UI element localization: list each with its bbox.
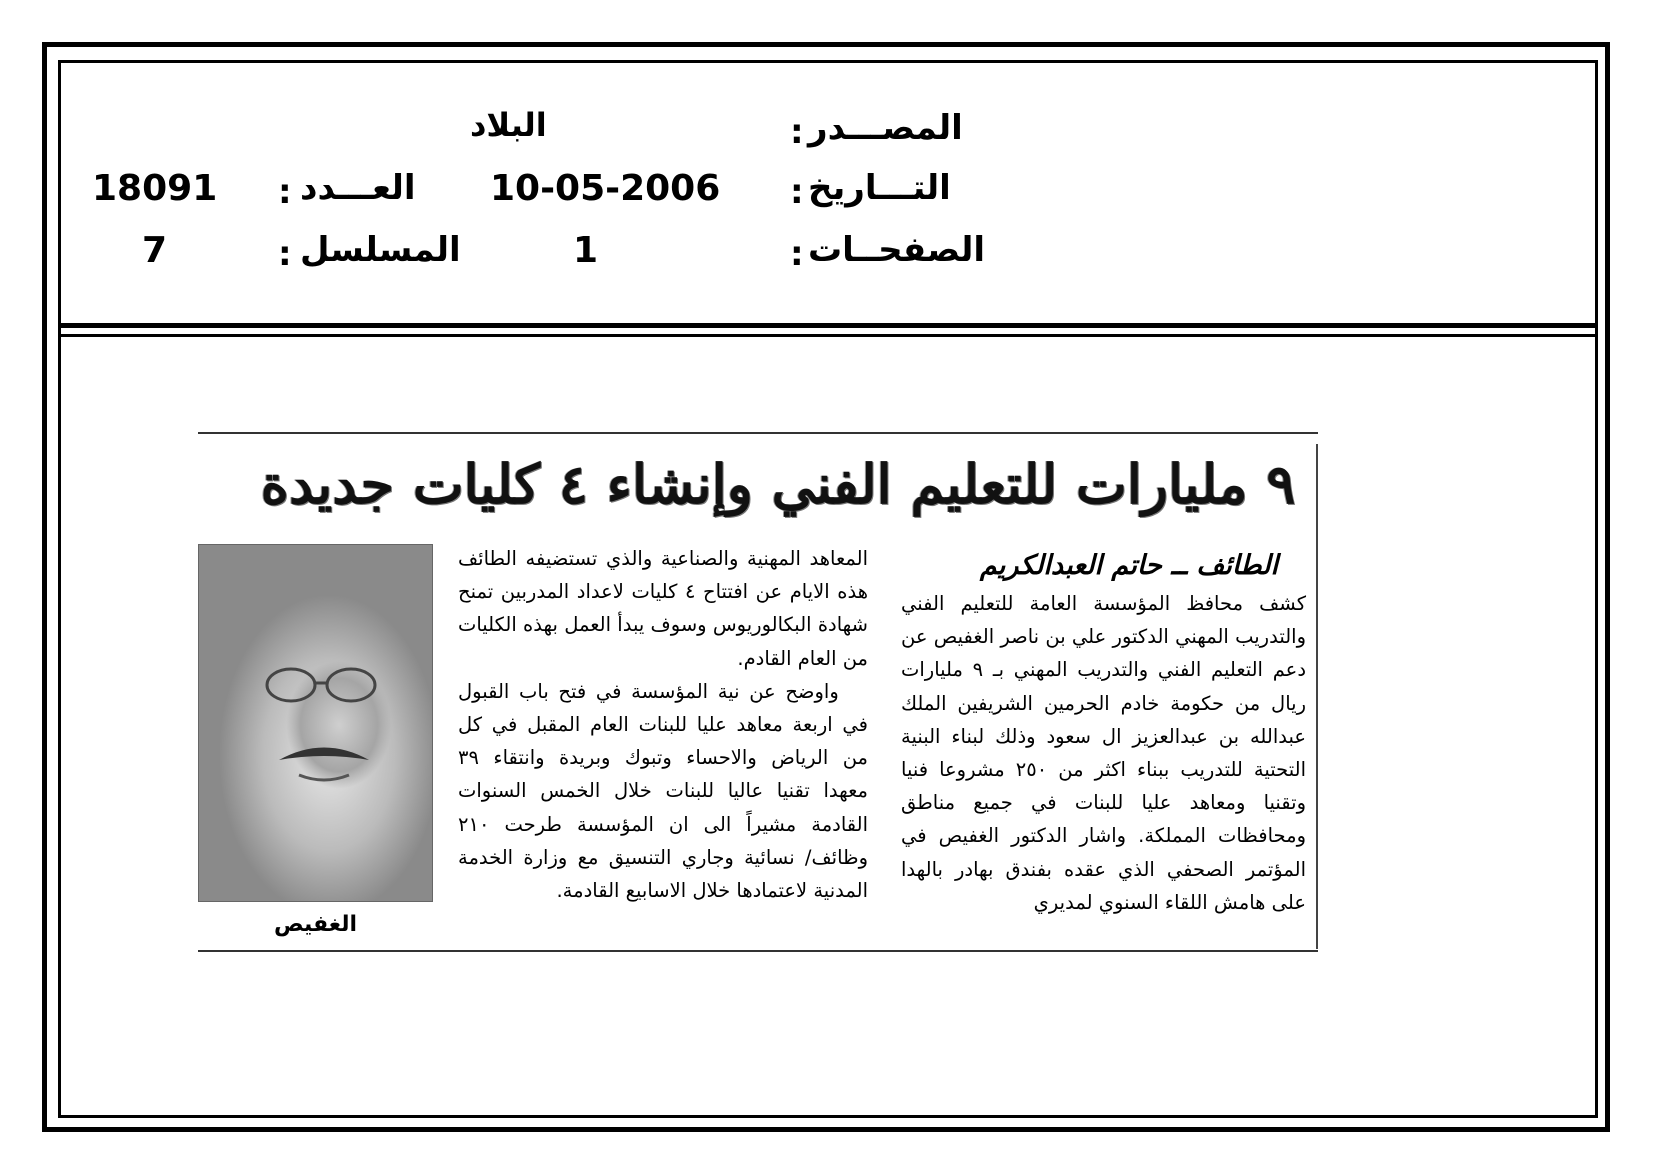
- article-column-middle: [458, 542, 868, 907]
- date-value: 10-05-2006: [490, 168, 721, 209]
- portrait-photo: [198, 544, 433, 902]
- clip-bottom-rule: [198, 950, 1318, 952]
- pages-label: الصفحــات: [808, 230, 986, 270]
- serial-value: 7: [142, 230, 168, 271]
- article-clipping: [198, 432, 1318, 952]
- date-colon: :: [790, 172, 804, 212]
- photo-caption: الغفيص: [273, 912, 358, 937]
- clip-top-rule: [198, 432, 1318, 434]
- source-label: المصـــدر: [808, 108, 963, 148]
- portrait-glasses-icon: [261, 665, 381, 705]
- source-colon: :: [790, 112, 804, 152]
- issue-label: العـــدد: [300, 168, 416, 208]
- portrait-mustache-icon: [269, 730, 379, 790]
- issue-colon: :: [278, 172, 292, 212]
- column-right-text: كشف محافظ المؤسسة العامة للتعليم الفني والتدريب المهني الدكتور علي بن ناصر الغفيص عن دعم التعليم الفني والتدريب المهني بـ ٩ مليارات ريال من حكومة خادم الحرمين الشريفين الملك عبدالله بن عبدالعزيز ال سعود وذلك لبناء البنية التحتية للتدريب ببناء اكثر من ٢٥٠ مشروعا فنيا وتقنيا ومعاهد عليا للبنات في جميع مناطق ومحافظات المملكة. واشار الدكتور الغفيص في المؤتمر الصحفي الذي عقده بفندق بهادر بالهدا على هامش اللقاء السنوي لمديري: [901, 592, 1306, 914]
- serial-label: المسلسل: [300, 230, 461, 270]
- article-byline: الطائف ــ حاتم العبدالكريم: [979, 550, 1278, 581]
- issue-value: 18091: [92, 168, 218, 209]
- clip-right-rule: [1316, 444, 1318, 949]
- article-column-right: [901, 587, 1306, 919]
- column-middle-paragraph-2: واوضح عن نية المؤسسة في فتح باب القبول في اربعة معاهد عليا للبنات العام المقبل في كل من الرياض والاحساء وتبوك وبريدة وانتقاء ٣٩ معهدا تقنيا عاليا للبنات خلال الخمس السنوات القادمة مشيراً الى ان المؤسسة طرحت ٢١٠ وظائف/ نسائية وجاري التنسيق مع وزارة الخدمة المدنية لاعتمادها خلال الاسابيع القادمة.: [458, 679, 868, 903]
- serial-colon: :: [278, 234, 292, 274]
- pages-colon: :: [790, 234, 804, 274]
- article-headline: ٩ مليارات للتعليم الفني وإنشاء ٤ كليات جديدة: [260, 452, 1296, 516]
- pages-value: 1: [573, 230, 599, 271]
- header-divider: [58, 323, 1598, 337]
- date-label: التـــاريخ: [808, 168, 951, 208]
- source-value: البلاد: [470, 106, 547, 144]
- column-middle-paragraph-1: المعاهد المهنية والصناعية والذي تستضيفه الطائف هذه الايام عن افتتاح ٤ كليات لاعداد المدربين تمنح شهادة البكالوريوس وسوف يبدأ العمل بهذه الكليات من العام القادم.: [458, 547, 868, 670]
